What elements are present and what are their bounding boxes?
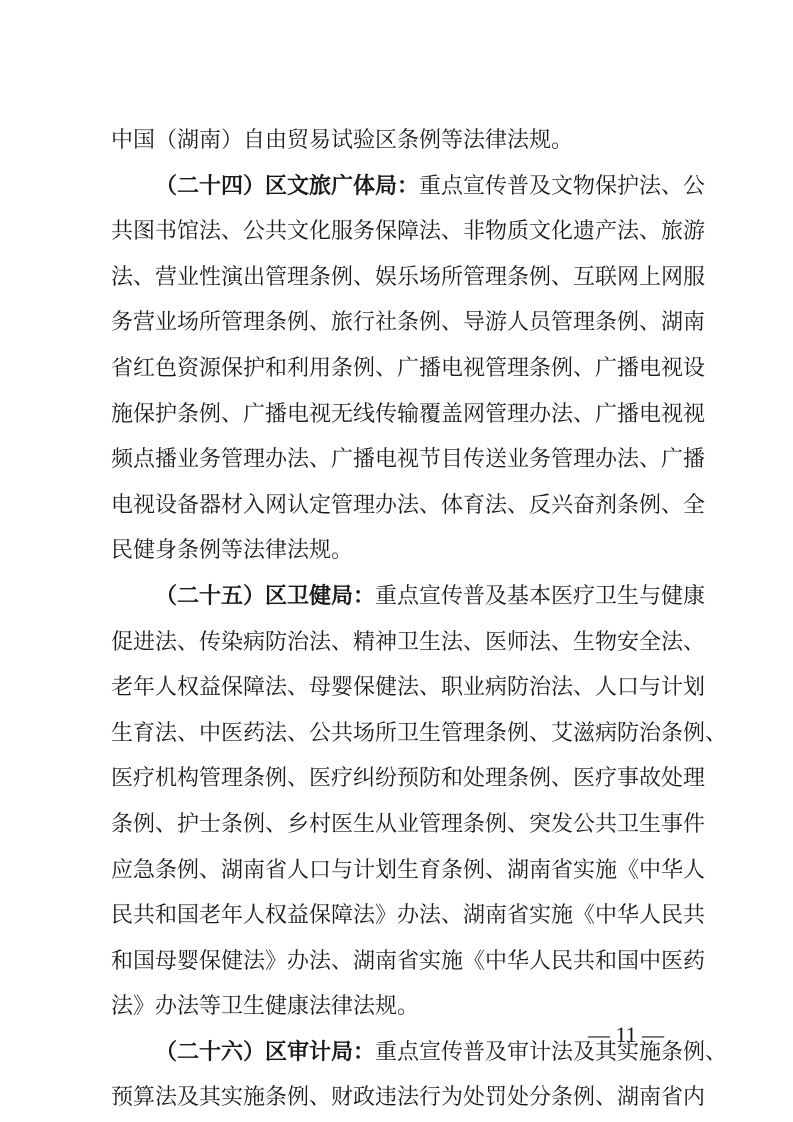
section-24-line [111,483,706,529]
text-line: 预算法及其实施条例、财政违法行为处罚处分条例、湖南省内 [111,1085,706,1111]
section-24-line [111,255,706,301]
text-line: 条例、护士条例、乡村医生从业管理条例、突发公共卫生事件 [111,811,706,837]
section-24-heading: （二十四）区文旅广体局： [155,173,420,199]
section-24-line [111,300,706,346]
text-line: 重点宣传普及基本医疗卫生与健康 [375,583,706,609]
text-line: 和国母婴保健法》办法、湖南省实施《中华人民共和国中医药 [111,948,706,974]
text-line: 老年人权益保障法、母婴保健法、职业病防治法、人口与计划 [111,675,706,701]
section-24-line [111,528,683,574]
section-25-line [111,711,728,757]
section-26-line [111,1075,706,1121]
text-line: 重点宣传普及文物保护法、公 [419,173,706,199]
section-25-first-line [111,574,706,620]
text-line: 医疗机构管理条例、医疗纠纷预防和处理条例、医疗事故处理 [111,766,706,792]
text-line: 施保护条例、广播电视无线传输覆盖网管理办法、广播电视视 [111,401,706,427]
section-25-line [111,848,706,894]
section-24-first-line [111,164,706,210]
section-26-heading: （二十六）区审计局： [155,1039,376,1065]
text-line: 频点播业务管理办法、广播电视节目传送业务管理办法、广播 [111,447,706,473]
text-line: 省红色资源保护和利用条例、广播电视管理条例、广播电视设 [111,355,706,381]
section-24-line [111,209,706,255]
section-25-line [111,802,706,848]
section-25-line [111,620,706,666]
text-line: 应急条例、湖南省人口与计划生育条例、湖南省实施《中华人 [111,857,706,883]
section-25-line [111,665,706,711]
text-line: 重点宣传普及审计法及其实施条例、 [375,1039,728,1065]
section-25-line [111,893,706,939]
text-line: 民健身条例等法律法规。 [111,538,354,564]
section-24-line [111,437,706,483]
section-24-line [111,392,706,438]
text-line: 促进法、传染病防治法、精神卫生法、医师法、生物安全法、 [111,629,706,655]
text-line: 法、营业性演出管理条例、娱乐场所管理条例、互联网上网服 [111,264,706,290]
text-line: 生育法、中医药法、公共场所卫生管理条例、艾滋病防治条例、 [111,720,728,746]
text-line: 民共和国老年人权益保障法》办法、湖南省实施《中华人民共 [111,903,706,929]
paragraph-continuation-line [111,118,683,164]
section-25-line [111,756,706,802]
text-line: 电视设备器材入网认定管理办法、体育法、反兴奋剂条例、全 [111,492,706,518]
text-line: 法》办法等卫生健康法律法规。 [111,994,420,1020]
page-number: — 11 — [588,1022,665,1047]
section-24-line [111,346,706,392]
document-body [111,118,728,1121]
text-line: 共图书馆法、公共文化服务保障法、非物质文化遗产法、旅游 [111,219,706,245]
section-25-heading: （二十五）区卫健局： [155,583,376,609]
section-25-line [111,939,706,985]
text-line: 务营业场所管理条例、旅行社条例、导游人员管理条例、湖南 [111,310,706,336]
text-line: 中国（湖南）自由贸易试验区条例等法律法规。 [111,128,574,153]
